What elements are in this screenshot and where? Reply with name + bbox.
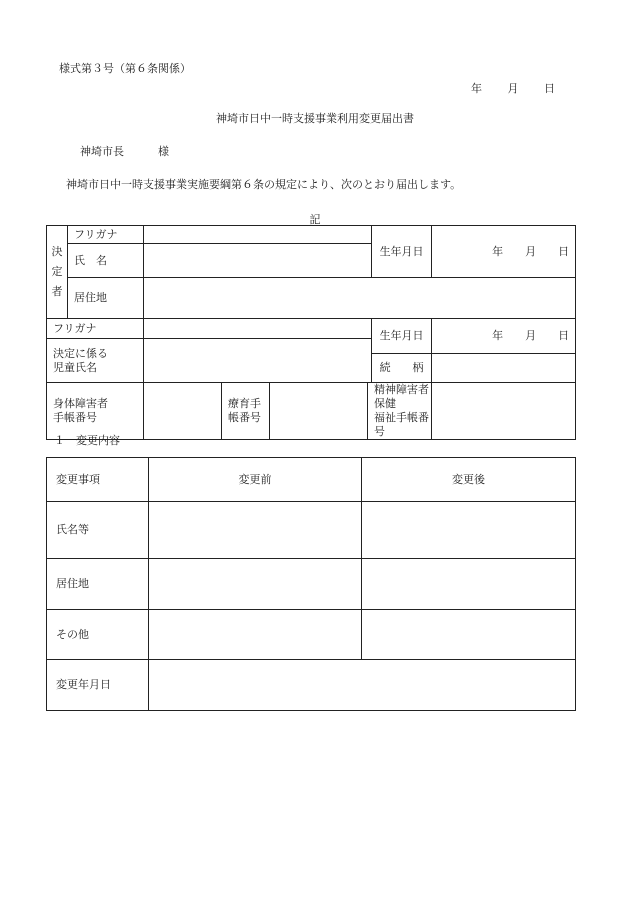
section-heading: １ 変更内容 [54, 434, 120, 447]
furigana-field[interactable] [144, 226, 372, 244]
furigana-label: フリガナ [68, 226, 144, 244]
child-name-label: 決定に係る 児童氏名 [47, 339, 144, 383]
child-birthdate-label: 生年月日 [372, 319, 432, 354]
physical-disability-field[interactable] [144, 383, 222, 440]
relationship-label: 続 柄 [372, 354, 432, 383]
date-day-label: 日 [544, 82, 555, 95]
name-label: 氏 名 [68, 244, 144, 278]
address-before-field[interactable] [149, 559, 362, 610]
address-after-field[interactable] [362, 559, 576, 610]
relationship-field[interactable] [432, 354, 576, 383]
row-label-name: 氏名等 [47, 502, 149, 559]
child-furigana-field[interactable] [144, 319, 372, 339]
physical-disability-label: 身体障害者 手帳番号 [47, 383, 144, 440]
other-before-field[interactable] [149, 610, 362, 660]
header-before: 変更前 [149, 458, 362, 502]
date-year-label: 年 [471, 82, 482, 95]
addressee [80, 143, 169, 159]
mental-disability-field[interactable] [432, 383, 576, 440]
change-table [46, 457, 576, 711]
birthdate-label: 生年月日 [372, 226, 432, 278]
child-name-field[interactable] [144, 339, 372, 383]
name-before-field[interactable] [149, 502, 362, 559]
row-label-address: 居住地 [47, 559, 149, 610]
document-title: 神埼市日中一時支援事業利用変更届出書 [216, 112, 414, 125]
ryoiku-field[interactable] [270, 383, 368, 440]
header-item: 変更事項 [47, 458, 149, 502]
birthdate-field[interactable]: 年 月 日 [432, 226, 576, 278]
name-field[interactable] [144, 244, 372, 278]
name-after-field[interactable] [362, 502, 576, 559]
ki-marker: 記 [309, 213, 321, 226]
applicant-table [46, 225, 576, 440]
applicant-side-label: 決 定 者 [47, 226, 68, 319]
addressee-name: 神埼市長 [80, 145, 124, 158]
header-after: 変更後 [362, 458, 576, 502]
child-furigana-label: フリガナ [47, 319, 144, 339]
ryoiku-label: 療育手 帳番号 [222, 383, 270, 440]
form-number: 様式第３号（第６条関係） [59, 62, 191, 75]
mental-disability-label: 精神障害者保健 福祉手帳番号 [368, 383, 432, 440]
address-label: 居住地 [68, 278, 144, 319]
change-date-field[interactable] [149, 660, 576, 711]
submission-date [471, 80, 555, 96]
row-label-other: その他 [47, 610, 149, 660]
row-label-change-date: 変更年月日 [47, 660, 149, 711]
other-after-field[interactable] [362, 610, 576, 660]
addressee-honorific: 様 [158, 145, 169, 158]
child-birthdate-field[interactable]: 年 月 日 [432, 319, 576, 354]
address-field[interactable] [144, 278, 576, 319]
date-month-label: 月 [507, 82, 519, 95]
body-text: 神埼市日中一時支援事業実施要綱第６条の規定により、次のとおり届出します。 [66, 178, 462, 191]
